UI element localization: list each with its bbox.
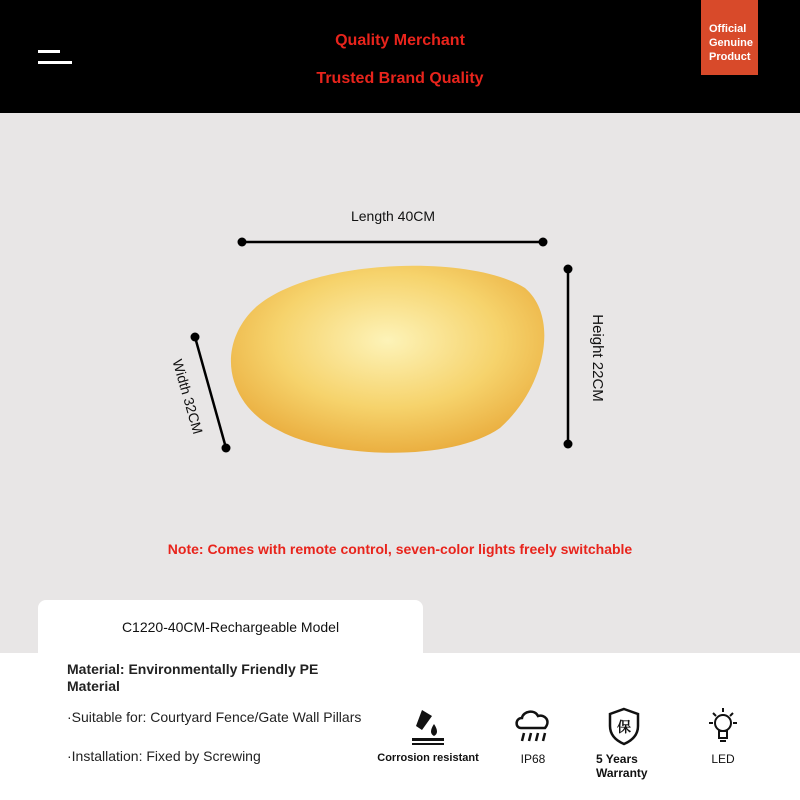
length-label: Length 40CM (350, 208, 436, 224)
header-bar (0, 0, 800, 113)
feature-ip68 (500, 706, 566, 766)
feature-warranty (588, 706, 660, 780)
lightbulb-icon (703, 706, 743, 746)
dimension-diagram (0, 113, 800, 653)
corrosion-icon (408, 706, 448, 746)
feature-corrosion (372, 706, 484, 764)
feature-led (695, 706, 751, 766)
spec-installation: ·Installation: Fixed by Screwing (67, 748, 261, 764)
header-line-1: Quality Merchant (335, 32, 465, 49)
feature-label: Corrosion resistant (377, 752, 479, 764)
length-dot (238, 238, 247, 247)
badge-line: Official (709, 23, 747, 35)
spec-suitable: ·Suitable for: Courtyard Fence/Gate Wall Pillars (67, 709, 362, 725)
feature-label: 5 Years Warranty (596, 752, 648, 780)
rain-cloud-icon (513, 706, 553, 746)
width-dot (191, 333, 200, 342)
badge-line: Product (709, 51, 751, 63)
height-dot (564, 265, 573, 274)
menu-icon[interactable] (38, 48, 72, 66)
header-line-2: Trusted Brand Quality (316, 70, 484, 87)
official-badge (701, 0, 758, 75)
product-lamp (231, 266, 544, 453)
height-label: Height 22CM (589, 314, 606, 402)
shield-icon (604, 706, 644, 746)
remote-note: Note: Comes with remote control, seven-color lights freely switchable (167, 541, 633, 557)
width-label: Width 32CM (169, 357, 207, 436)
spec-material: Material: Environmentally Friendly PE Material (67, 661, 319, 694)
feature-label: LED (711, 752, 735, 766)
svg-text:保: 保 (617, 720, 631, 736)
badge-line: Genuine (709, 37, 754, 49)
height-dot (564, 440, 573, 449)
product-hero (0, 113, 800, 653)
feature-label: IP68 (520, 752, 546, 766)
model-tab[interactable]: C1220-40CM-Rechargeable Model (38, 600, 423, 654)
length-dot (539, 238, 548, 247)
width-dot (222, 444, 231, 453)
